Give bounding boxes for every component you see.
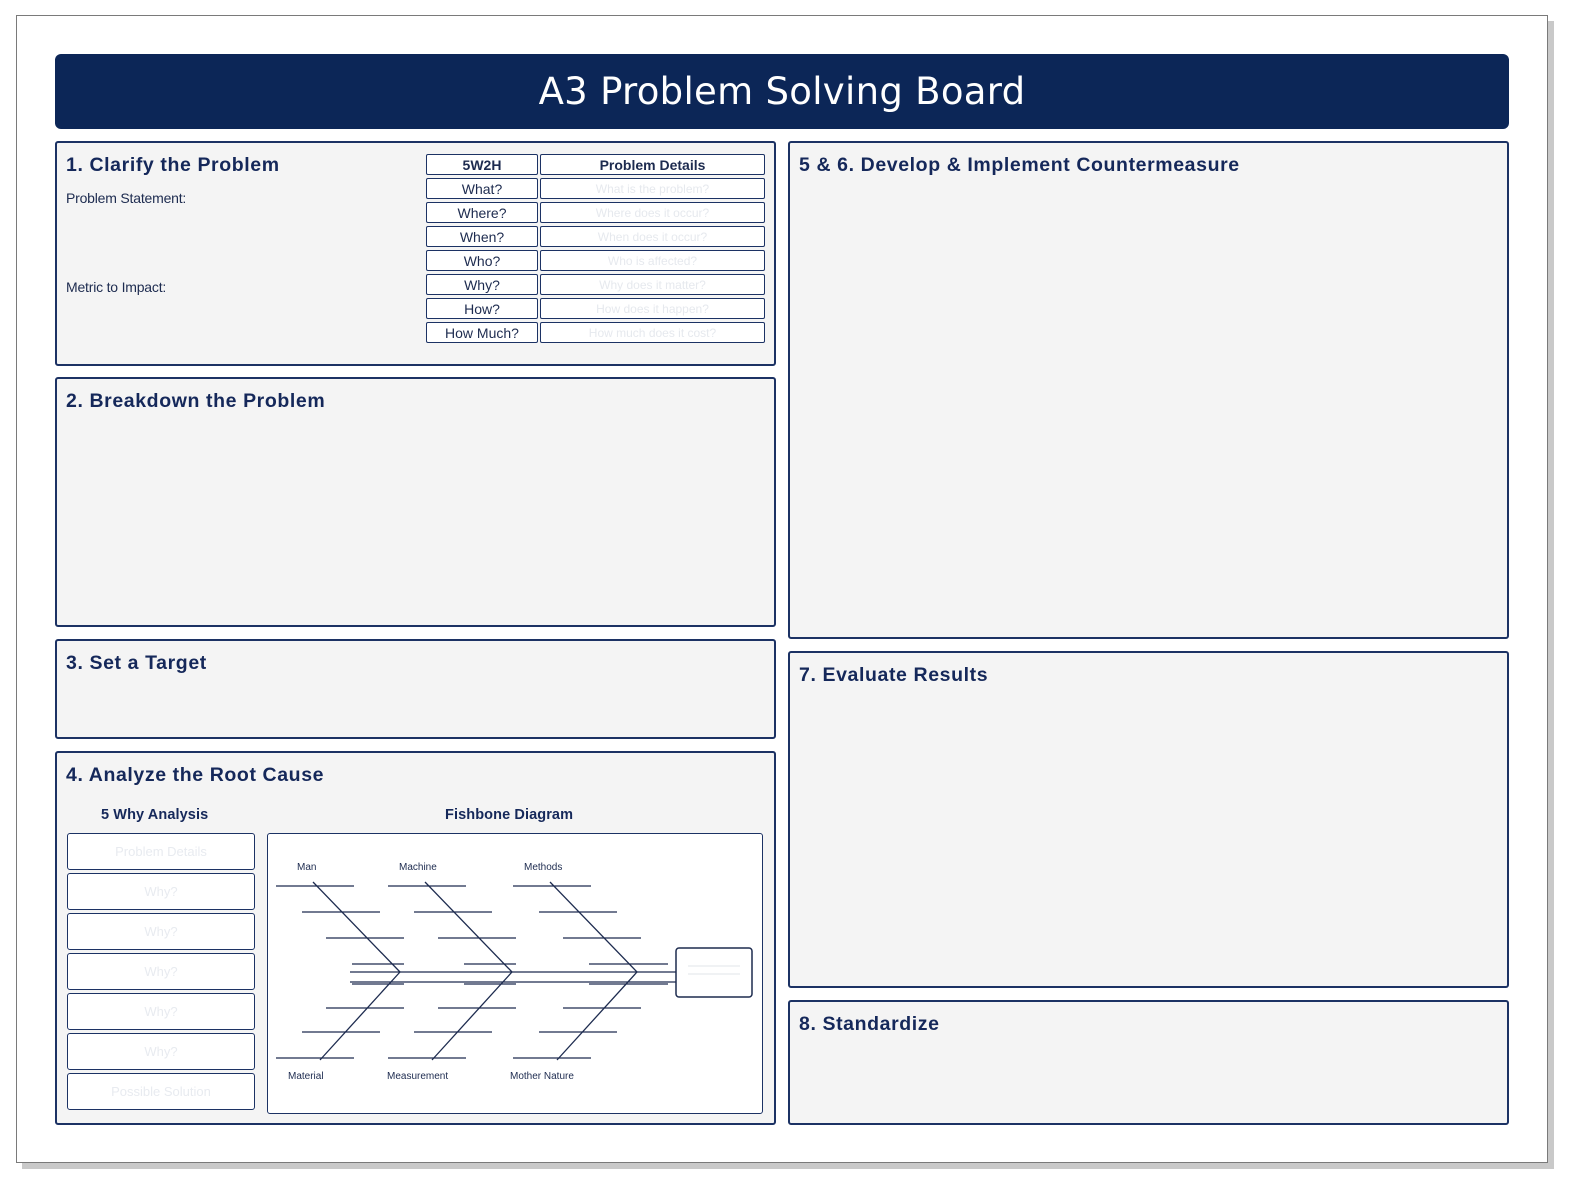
question-cell: How Much? [426, 322, 538, 343]
a3-sheet [16, 15, 1548, 1163]
panel-title: 3. Set a Target [66, 652, 207, 674]
fishbone-svg [268, 834, 761, 1112]
details-cell[interactable]: Where does it occur? [540, 202, 765, 223]
panel-title: 4. Analyze the Root Cause [66, 764, 325, 786]
bone-man [313, 882, 400, 972]
panel-clarify-problem [55, 141, 776, 366]
effect-box [676, 948, 752, 997]
panel-countermeasure [788, 141, 1509, 639]
question-cell: Who? [426, 250, 538, 271]
why-box[interactable]: Why? [67, 993, 255, 1030]
fishbone-label-methods: Methods [524, 862, 563, 873]
question-cell: What? [426, 178, 538, 199]
details-cell[interactable]: Why does it matter? [540, 274, 765, 295]
question-cell: Why? [426, 274, 538, 295]
panel-breakdown-problem [55, 377, 776, 627]
panel-analyze-root-cause [55, 751, 776, 1125]
why-box[interactable]: Why? [67, 953, 255, 990]
table-row [426, 226, 767, 247]
panel-title: 5 & 6. Develop & Implement Countermeasure [799, 154, 1240, 176]
panel-standardize [788, 1000, 1509, 1125]
metric-to-impact-label: Metric to Impact: [66, 279, 167, 295]
why-box[interactable]: Possible Solution [67, 1073, 255, 1110]
bone-machine [425, 882, 512, 972]
five-w-two-h-table [426, 154, 767, 346]
fishbone-lines [276, 882, 752, 1060]
why-box[interactable]: Why? [67, 873, 255, 910]
fishbone-label-mother-nature: Mother Nature [510, 1071, 574, 1082]
problem-statement-label: Problem Statement: [66, 190, 187, 206]
fishbone-label-measurement: Measurement [387, 1071, 449, 1082]
question-cell: When? [426, 226, 538, 247]
fishbone-diagram [267, 833, 763, 1114]
bone-material [320, 972, 400, 1060]
bone-mother-nature [557, 972, 637, 1060]
table-row [426, 250, 767, 271]
header-5w2h: 5W2H [426, 154, 538, 175]
board-title: A3 Problem Solving Board [55, 54, 1509, 129]
fishbone-label-machine: Machine [399, 862, 437, 873]
table-row [426, 178, 767, 199]
details-cell[interactable]: How does it happen? [540, 298, 765, 319]
table-row [426, 298, 767, 319]
why-box[interactable]: Why? [67, 1033, 255, 1070]
panel-title: 7. Evaluate Results [799, 664, 989, 686]
fishbone-label-material: Material [288, 1071, 324, 1082]
why-box[interactable]: Problem Details [67, 833, 255, 870]
details-cell[interactable]: When does it occur? [540, 226, 765, 247]
table-row [426, 322, 767, 343]
bone-methods [550, 882, 637, 972]
details-cell[interactable]: Who is affected? [540, 250, 765, 271]
fishbone-heading: Fishbone Diagram [445, 807, 574, 823]
question-cell: Where? [426, 202, 538, 223]
bone-measurement [432, 972, 512, 1060]
five-why-heading: 5 Why Analysis [101, 807, 209, 823]
question-cell: How? [426, 298, 538, 319]
panel-title: 8. Standardize [799, 1013, 940, 1035]
panel-title: 2. Breakdown the Problem [66, 390, 326, 412]
fishbone-label-man: Man [297, 862, 317, 873]
why-box[interactable]: Why? [67, 913, 255, 950]
details-cell[interactable]: What is the problem? [540, 178, 765, 199]
panel-title: 1. Clarify the Problem [66, 154, 280, 176]
table-row [426, 274, 767, 295]
details-cell[interactable]: How much does it cost? [540, 322, 765, 343]
panel-evaluate-results [788, 651, 1509, 988]
header-problem-details: Problem Details [540, 154, 765, 175]
table-row [426, 202, 767, 223]
panel-set-target [55, 639, 776, 739]
table-header-row [426, 154, 767, 175]
